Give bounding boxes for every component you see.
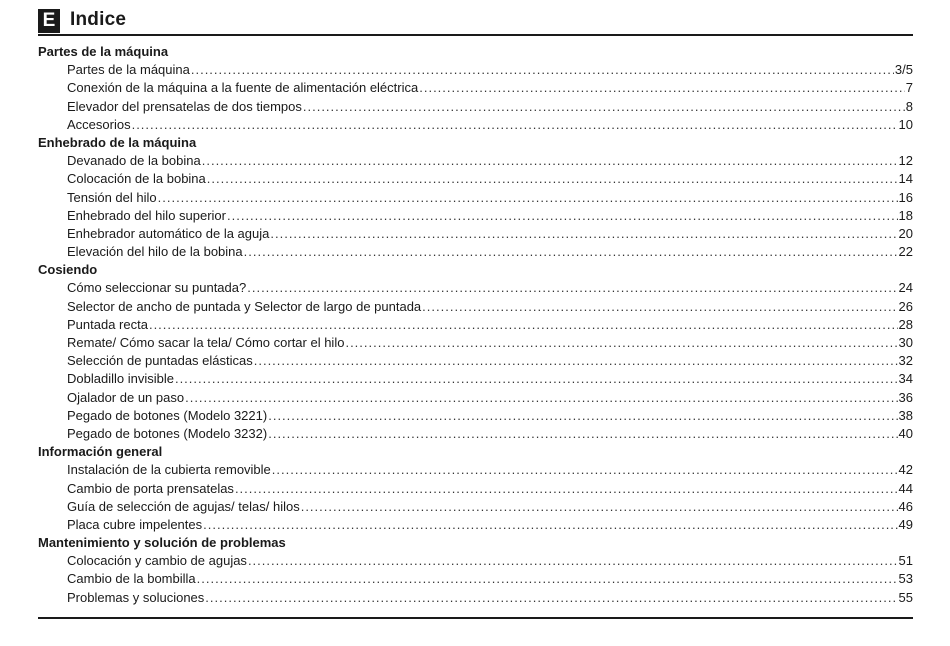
toc-entry[interactable]	[38, 225, 913, 243]
entry-page-number: 14	[898, 171, 913, 187]
toc-entry[interactable]	[38, 516, 913, 534]
toc-entry[interactable]	[38, 370, 913, 388]
entry-label: Colocación de la bobina	[67, 171, 206, 187]
toc-entry[interactable]	[38, 152, 913, 170]
section-title: Mantenimiento y solución de problemas	[38, 535, 286, 551]
section-title: Enhebrado de la máquina	[38, 134, 197, 150]
entry-label: Devanado de la bobina	[67, 153, 201, 169]
entry-page-number: 51	[898, 553, 913, 569]
dot-leader	[202, 152, 898, 170]
section-title: Partes de la máquina	[38, 44, 169, 59]
entry-label: Enhebrador automático de la aguja	[67, 225, 270, 241]
entry-label: Accesorios	[67, 116, 131, 132]
entry-page-number: 12	[898, 153, 913, 169]
toc-entry[interactable]	[38, 298, 913, 316]
entry-label: Instalación de la cubierta removible	[67, 462, 271, 478]
entry-page-number: 49	[898, 516, 913, 532]
entry-label: Cambio de la bombilla	[67, 571, 196, 587]
entry-page-number: 34	[898, 371, 913, 387]
dot-leader	[301, 498, 898, 516]
toc-entry[interactable]	[38, 570, 913, 588]
entry-label: Remate/ Cómo sacar la tela/ Cómo cortar el hilo	[67, 335, 345, 350]
entry-label: Dobladillo invisible	[67, 371, 174, 387]
entry-label: Puntada recta	[67, 316, 148, 332]
dot-leader	[197, 570, 898, 588]
dot-leader	[227, 207, 898, 225]
dot-leader	[132, 116, 898, 134]
dot-leader	[268, 425, 897, 443]
entry-page-number: 20	[898, 225, 913, 241]
dot-leader	[270, 225, 897, 243]
entry-label: Colocación y cambio de agujas	[67, 553, 247, 569]
dot-leader	[422, 298, 897, 316]
dot-leader	[345, 334, 897, 352]
dot-leader	[419, 79, 905, 97]
entry-page-number: 10	[898, 116, 913, 132]
entry-page-number: 40	[898, 425, 913, 441]
entry-label: Tensión del hilo	[67, 189, 157, 205]
entry-label: Enhebrado del hilo superior	[67, 207, 226, 223]
toc-entry[interactable]	[38, 589, 913, 607]
toc-entry[interactable]	[38, 407, 913, 425]
dot-leader	[185, 389, 897, 407]
entry-label: Problemas y soluciones	[67, 589, 205, 605]
dot-leader	[248, 552, 898, 570]
toc-entry[interactable]	[38, 461, 913, 479]
entry-page-number: 55	[898, 589, 913, 605]
toc-entry[interactable]	[38, 480, 913, 498]
entry-label: Ojalador de un paso	[67, 389, 185, 405]
entry-page-number: 36	[898, 389, 913, 405]
entry-page-number: 8	[905, 98, 913, 114]
dot-leader	[272, 461, 898, 479]
language-badge: E	[38, 9, 60, 33]
dot-leader	[235, 480, 898, 498]
footer-divider	[38, 617, 913, 619]
entry-page-number: 30	[898, 335, 913, 350]
entry-page-number: 16	[898, 189, 913, 205]
section-title: Cosiendo	[38, 262, 98, 278]
dot-leader	[247, 279, 897, 297]
entry-label: Selector de ancho de puntada y Selector de largo de puntada	[67, 298, 422, 314]
toc-entry[interactable]	[38, 425, 913, 443]
dot-leader	[268, 407, 897, 425]
section-title: Información general	[38, 444, 163, 460]
entry-page-number: 18	[898, 207, 913, 223]
dot-leader	[205, 589, 897, 607]
entry-label: Cambio de porta prensatelas	[67, 480, 234, 496]
entry-page-number: 44	[898, 480, 913, 496]
entry-page-number: 53	[898, 571, 913, 587]
toc-entry[interactable]	[38, 498, 913, 516]
entry-page-number: 26	[898, 298, 913, 314]
dot-leader	[149, 316, 898, 334]
entry-label: Elevación del hilo de la bobina	[67, 244, 243, 260]
toc-entry[interactable]	[38, 389, 913, 407]
entry-label: Elevador del prensatelas de dos tiempos	[67, 98, 302, 114]
dot-leader	[203, 516, 897, 534]
entry-label: Guía de selección de agujas/ telas/ hilos	[67, 498, 300, 514]
dot-leader	[175, 370, 898, 388]
entry-label: Selección de puntadas elásticas	[67, 353, 253, 369]
entry-label: Placa cubre impelentes	[67, 516, 203, 532]
toc-entry[interactable]	[38, 552, 913, 570]
entry-label: Pegado de botones (Modelo 3221)	[67, 407, 268, 423]
entry-page-number: 28	[898, 316, 913, 332]
entry-page-number: 46	[898, 498, 913, 514]
toc-entry[interactable]	[38, 189, 913, 207]
toc-entry[interactable]	[38, 207, 913, 225]
entry-label: Pegado de botones (Modelo 3232)	[67, 425, 268, 441]
entry-label: Cómo seleccionar su puntada?	[67, 280, 247, 296]
entry-page-number: 42	[898, 462, 913, 478]
entry-page-number: 38	[898, 407, 913, 423]
entry-page-number: 32	[898, 353, 913, 369]
entry-label: Conexión de la máquina a la fuente de alimentación eléctrica	[67, 80, 419, 96]
dot-leader	[244, 243, 898, 261]
toc-entry[interactable]	[38, 98, 913, 116]
entry-page-number: 3/5	[894, 62, 913, 78]
toc-entry[interactable]	[38, 352, 913, 370]
toc-entry[interactable]	[38, 334, 913, 352]
entry-label: Partes de la máquina	[67, 62, 190, 78]
page-header	[38, 8, 913, 36]
table-of-contents	[38, 43, 913, 607]
entry-page-number: 22	[898, 244, 913, 260]
dot-leader	[191, 61, 894, 79]
toc-entry[interactable]	[38, 316, 913, 334]
entry-page-number: 7	[905, 80, 913, 96]
toc-entry[interactable]	[38, 61, 913, 79]
toc-entry[interactable]	[38, 116, 913, 134]
dot-leader	[158, 189, 898, 207]
entry-page-number: 24	[898, 280, 913, 296]
page-title: Indice	[70, 9, 127, 30]
dot-leader	[207, 170, 898, 188]
dot-leader	[303, 98, 905, 116]
toc-entry[interactable]	[38, 170, 913, 188]
toc-entry[interactable]	[38, 279, 913, 297]
toc-entry[interactable]	[38, 243, 913, 261]
dot-leader	[254, 352, 898, 370]
toc-entry[interactable]	[38, 79, 913, 97]
